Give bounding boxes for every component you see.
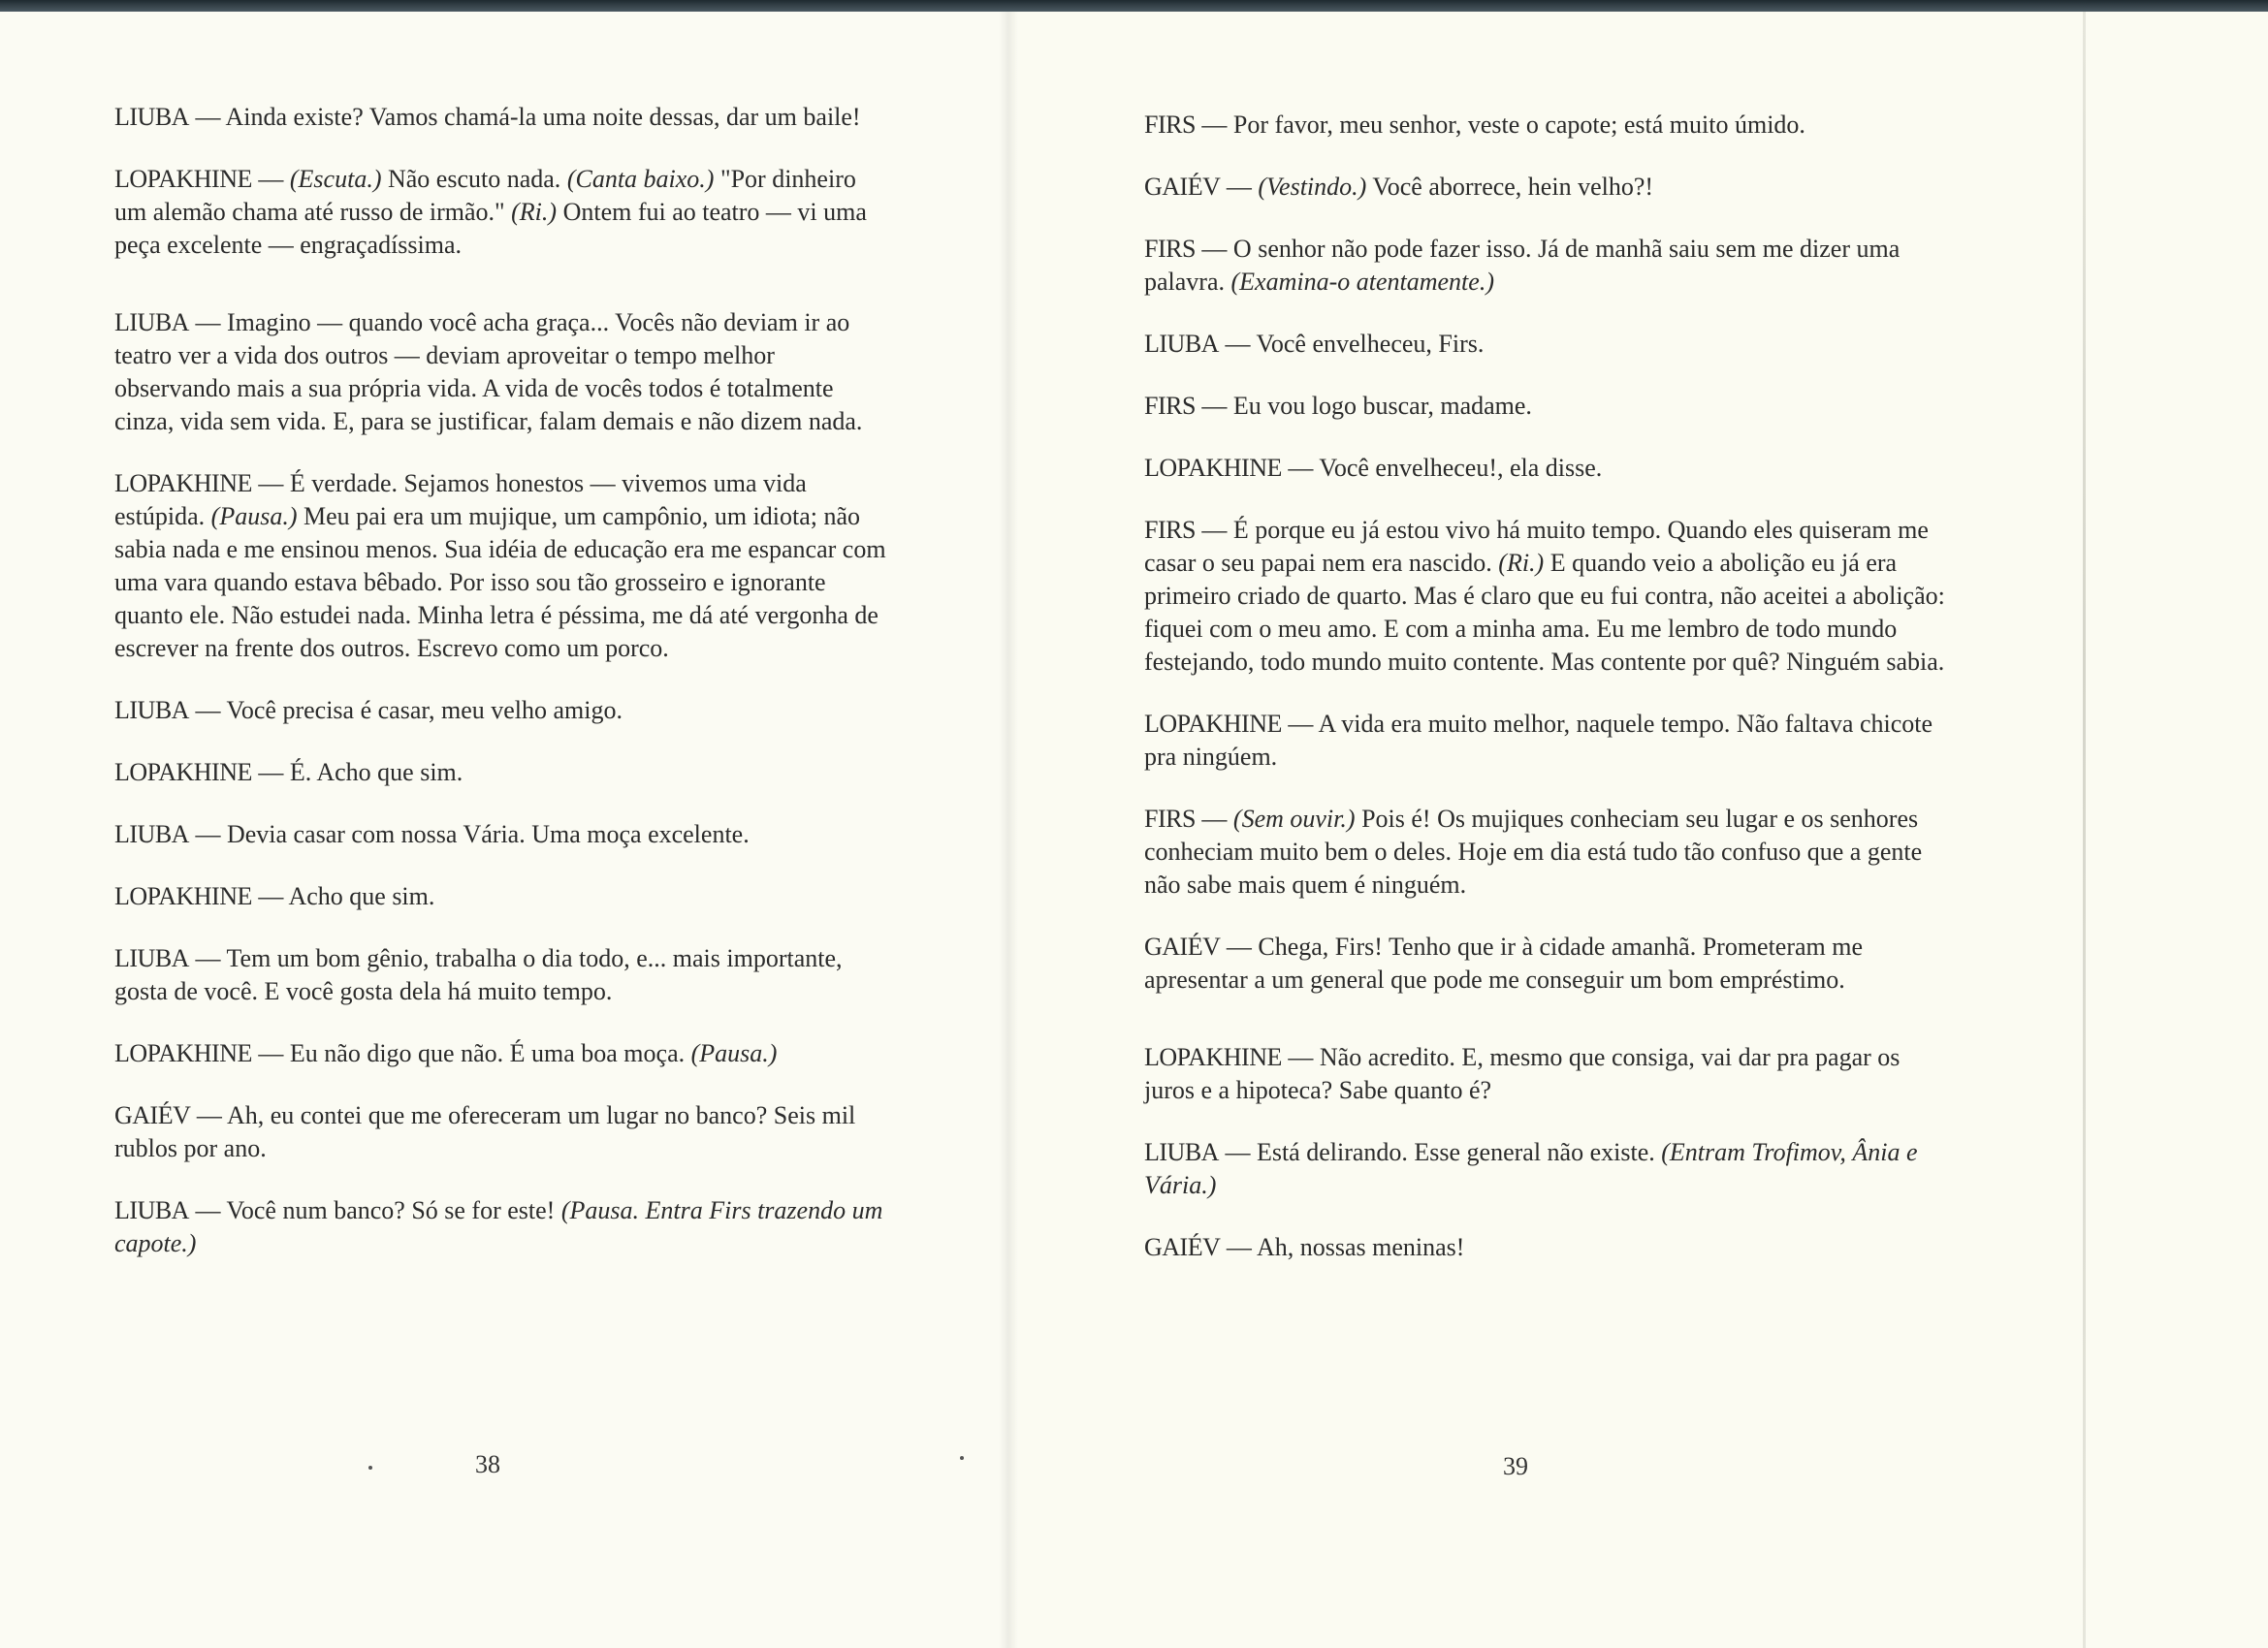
- stage-direction: (Ri.): [511, 198, 558, 226]
- speaker-name: GAIÉV: [1144, 1233, 1221, 1261]
- speech: [1144, 803, 1955, 902]
- speech: [1144, 708, 1955, 774]
- speech: [1144, 390, 1955, 423]
- speech-text: Não escuto nada.: [381, 165, 567, 193]
- speaker-name: LOPAKHINE: [114, 469, 252, 497]
- speaker-name: LIUBA: [114, 944, 189, 972]
- speech-text: —: [251, 165, 290, 193]
- speech: [1144, 1041, 1955, 1107]
- stage-direction: (Escuta.): [289, 165, 382, 193]
- speaker-name: FIRS: [1144, 805, 1196, 833]
- stage-direction: (Examina-o atentamente.): [1230, 268, 1494, 296]
- speech-text: — Eu não digo que não. É uma boa moça.: [251, 1039, 691, 1067]
- speaker-name: GAIÉV: [1144, 173, 1221, 201]
- speaker-name: GAIÉV: [114, 1101, 191, 1129]
- speech: [1144, 452, 1955, 485]
- speaker-name: FIRS: [1144, 235, 1196, 263]
- speech-text: — Ah, eu contei que me ofereceram um lugar no banco? Seis mil rublos por ano.: [114, 1101, 856, 1162]
- speaker-name: GAIÉV: [1144, 933, 1221, 961]
- speech-text: "Por dinheiro um alemão chama até russo de irmão.": [114, 165, 856, 226]
- speaker-name: LIUBA: [114, 1196, 189, 1224]
- left-page-text: [114, 101, 890, 1289]
- right-page: [1008, 12, 2268, 1648]
- speaker-name: LOPAKHINE: [1144, 1043, 1282, 1071]
- speech: [114, 818, 890, 851]
- speech-text: — Está delirando. Esse general não existe.: [1218, 1138, 1662, 1166]
- speech-text: — Ah, nossas meninas!: [1220, 1233, 1465, 1261]
- page-number: 39: [1503, 1452, 1528, 1480]
- stage-direction: (Pausa.): [690, 1039, 778, 1067]
- stage-direction: (Vestindo.): [1258, 173, 1367, 201]
- speech: [1144, 514, 1955, 679]
- speech: [114, 101, 890, 134]
- book-gutter: [999, 12, 1018, 1648]
- speech-text: Meu pai era um mujique, um campônio, um idiota; não sabia nada e me ensinou menos. Sua idéia de educação era me espancar com uma vara quando estava bêbado. Por isso sou tão grosseiro e ignorante quanto ele. Não estudei nada. Minha letra é péssima, me dá até vergonha de escrever na frente dos outros. Escrevo como um porco.: [114, 502, 886, 662]
- speech-text: E quando veio a abolição eu já era primeiro criado de quarto. Mas é claro que eu fui contra, não aceitei a abolição: fiquei com o meu amo. E com a minha ama. Eu me lembro de todo mundo festejando, todo mundo muito contente. Mas contente por quê? Ninguém sabia.: [1144, 549, 1945, 676]
- speech: [114, 306, 890, 438]
- speaker-name: LOPAKHINE: [114, 758, 252, 786]
- speaker-name: LIUBA: [114, 103, 189, 131]
- speech: [114, 756, 890, 789]
- speech-text: — Imagino — quando você acha graça... Vocês não deviam ir ao teatro ver a vida dos outros — deviam aproveitar o tempo melhor observando mais a sua própria vida. A vida de vocês todos é totalmente cinza, vida sem vida. E, para se justificar, falam demais e não dizem nada.: [114, 308, 863, 435]
- left-page: [0, 12, 1008, 1648]
- speaker-name: LOPAKHINE: [1144, 454, 1282, 482]
- speaker-name: LOPAKHINE: [114, 1039, 252, 1067]
- speaker-name: FIRS: [1144, 392, 1196, 420]
- speech: [1144, 233, 1955, 299]
- speaker-name: FIRS: [1144, 516, 1196, 544]
- speech-text: — É porque eu já estou vivo há muito tempo. Quando eles quiseram me casar o seu papai nem era nascido.: [1144, 516, 1929, 577]
- speech-text: Ontem fui ao teatro — vi uma peça excelente — engraçadíssima.: [114, 198, 867, 259]
- speech: [114, 1099, 890, 1165]
- speech: [114, 694, 890, 727]
- speech-text: Pois é! Os mujiques conheciam seu lugar e os senhores conheciam muito bem o deles. Hoje em dia está tudo tão confuso que a gente não sabe mais quem é ninguém.: [1144, 805, 1923, 899]
- stage-direction: (Ri.): [1498, 549, 1545, 577]
- speech: [1144, 931, 1955, 997]
- speaker-name: LOPAKHINE: [114, 882, 252, 910]
- speech: [1144, 1231, 1955, 1264]
- page-number: 38: [475, 1450, 500, 1478]
- speech-text: — É verdade. Sejamos honestos — vivemos uma vida estúpida.: [114, 469, 807, 530]
- speech-text: — Tem um bom gênio, trabalha o dia todo, e... mais importante, gosta de você. E você gosta dela há muito tempo.: [114, 944, 843, 1005]
- speech: [114, 942, 890, 1008]
- speech: [1144, 109, 1955, 142]
- speaker-name: FIRS: [1144, 111, 1196, 139]
- speech: [114, 1194, 890, 1260]
- speech-text: —: [1220, 173, 1259, 201]
- speech: [114, 880, 890, 913]
- speech-text: — É. Acho que sim.: [251, 758, 463, 786]
- stage-direction: (Canta baixo.): [566, 165, 715, 193]
- speech: [1144, 1136, 1955, 1202]
- speech: [114, 1037, 890, 1070]
- stage-direction: (Pausa.): [210, 502, 298, 530]
- speech: [1144, 171, 1955, 204]
- speech-text: — Você envelheceu, Firs.: [1218, 330, 1485, 358]
- speech-text: — Devia casar com nossa Vária. Uma moça excelente.: [188, 820, 750, 848]
- speech-text: — Ainda existe? Vamos chamá-la uma noite dessas, dar um baile!: [188, 103, 861, 131]
- speech-text: — Chega, Firs! Tenho que ir à cidade amanhã. Prometeram me apresentar a um general que pode me conseguir um bom empréstimo.: [1144, 933, 1864, 994]
- speech: [114, 467, 890, 665]
- speaker-name: LOPAKHINE: [114, 165, 252, 193]
- speech-text: — A vida era muito melhor, naquele tempo. Não faltava chicote pra ningúem.: [1144, 710, 1933, 771]
- scan-speck: [368, 1466, 372, 1470]
- speech-text: Você aborrece, hein velho?!: [1366, 173, 1654, 201]
- speech-text: — Eu vou logo buscar, madame.: [1195, 392, 1532, 420]
- speech-text: — Acho que sim.: [251, 882, 435, 910]
- speech-text: —: [1195, 805, 1233, 833]
- speech: [1144, 328, 1955, 361]
- speech-text: — Por favor, meu senhor, veste o capote; está muito úmido.: [1195, 111, 1805, 139]
- speech: [114, 163, 890, 262]
- speech-text: — O senhor não pode fazer isso. Já de manhã saiu sem me dizer uma palavra.: [1144, 235, 1901, 296]
- stage-direction: (Entram Trofimov, Ânia e Vária.): [1144, 1138, 1918, 1199]
- speech-text: — Você envelheceu!, ela disse.: [1281, 454, 1603, 482]
- speaker-name: LOPAKHINE: [1144, 710, 1282, 738]
- speech-text: — Você num banco? Só se for este!: [188, 1196, 561, 1224]
- scan-top-edge: [0, 0, 2268, 12]
- speech-text: — Você precisa é casar, meu velho amigo.: [188, 696, 623, 724]
- speaker-name: LIUBA: [1144, 1138, 1219, 1166]
- speaker-name: LIUBA: [114, 308, 189, 336]
- speaker-name: LIUBA: [1144, 330, 1219, 358]
- scan-speck: [960, 1456, 964, 1460]
- stage-direction: (Sem ouvir.): [1232, 805, 1356, 833]
- right-page-text: [1144, 109, 1955, 1293]
- page-fold-line: [2083, 12, 2086, 1648]
- speech-text: — Não acredito. E, mesmo que consiga, vai dar pra pagar os juros e a hipoteca? Sabe quanto é?: [1144, 1043, 1901, 1104]
- stage-direction: (Pausa. Entra Firs trazendo um capote.): [114, 1196, 883, 1257]
- speaker-name: LIUBA: [114, 696, 189, 724]
- speaker-name: LIUBA: [114, 820, 189, 848]
